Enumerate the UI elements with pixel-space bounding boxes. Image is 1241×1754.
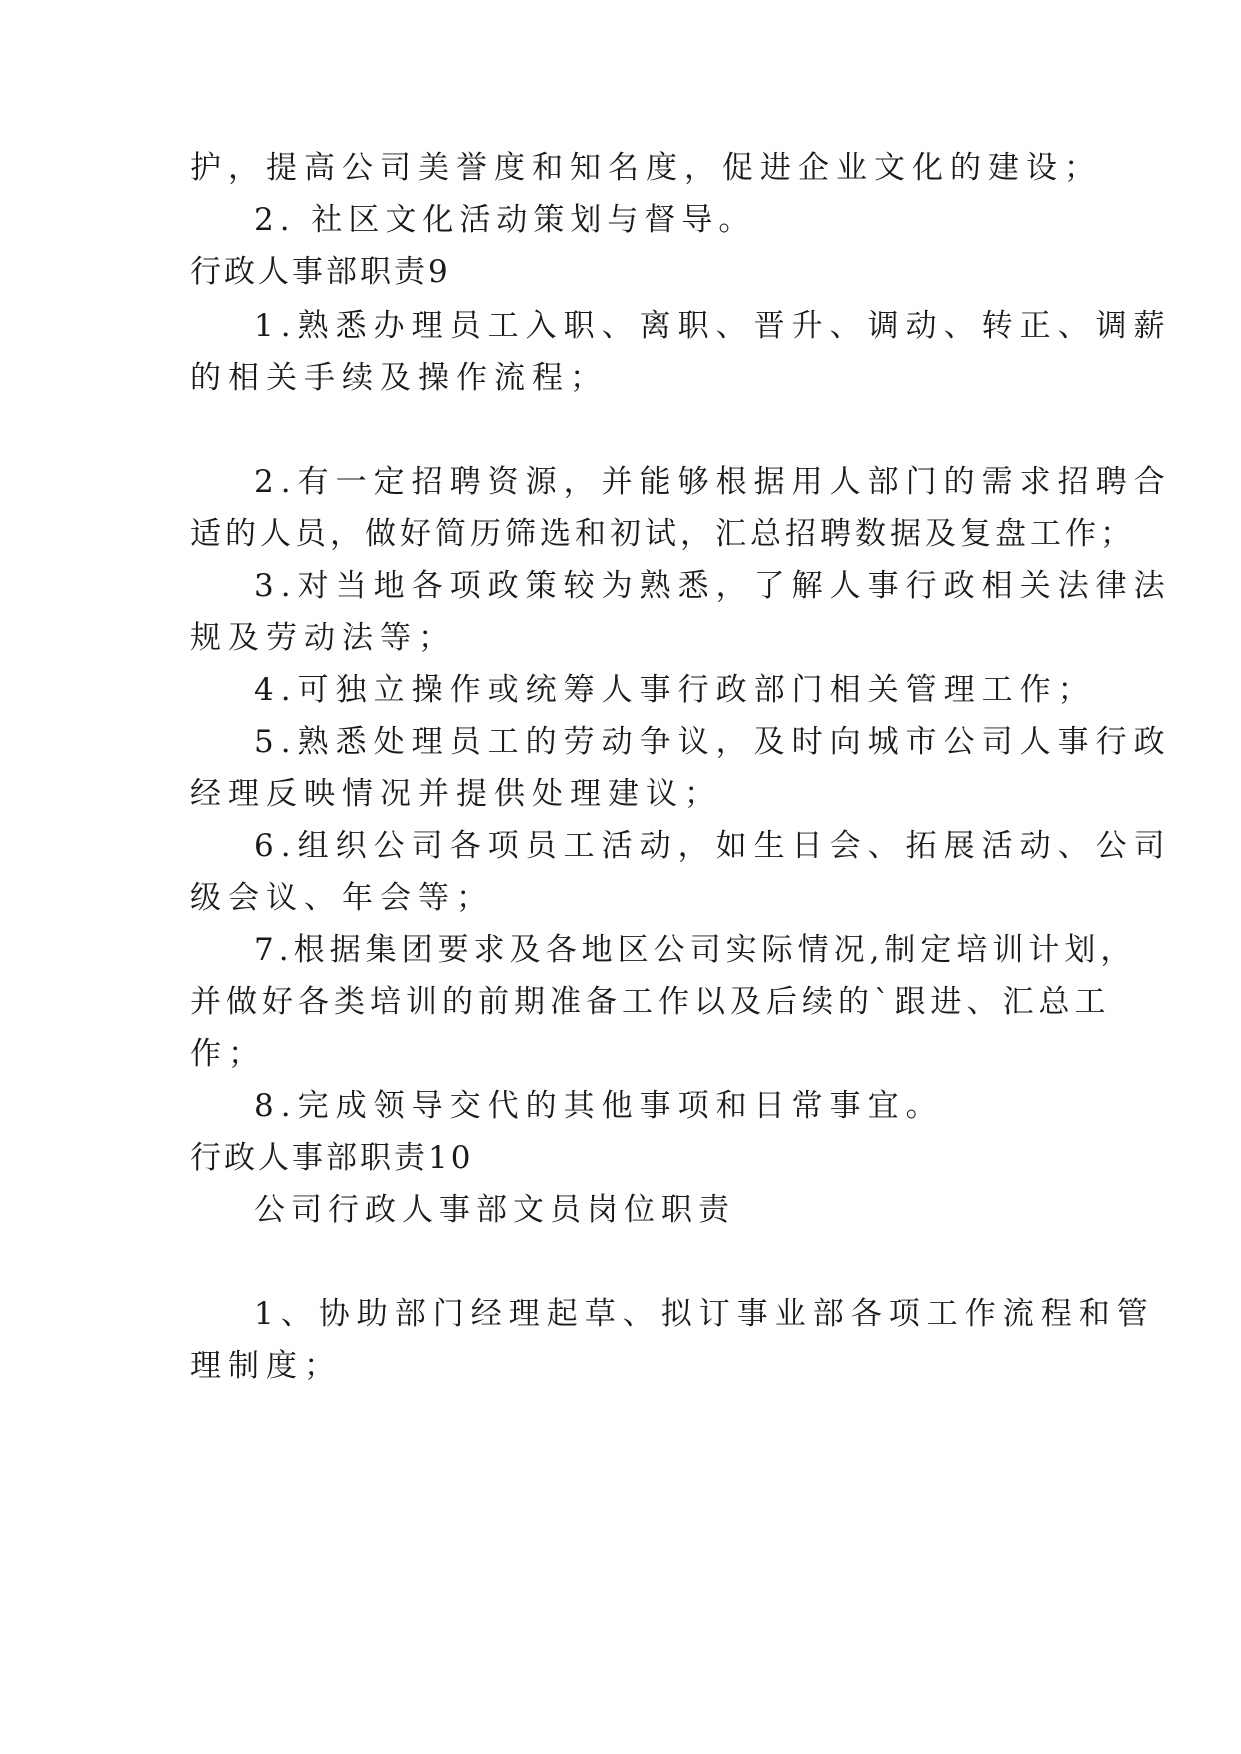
- subheading-line: 公司行政人事部文员岗位职责: [254, 1192, 735, 1228]
- list-item-line: 2. 社区文化活动策划与督导。: [254, 202, 756, 238]
- list-item-line: 1、协助部门经理起草、拟订事业部各项工作流程和管: [254, 1296, 1155, 1332]
- paragraph-line: 级会议、年会等；: [190, 880, 494, 916]
- section-heading-10: 行政人事部职责10: [190, 1140, 474, 1176]
- paragraph-line: 护，提高公司美誉度和知名度，促进企业文化的建设；: [190, 150, 1102, 186]
- list-item-line: 4.可独立操作或统筹人事行政部门相关管理工作；: [254, 672, 1096, 708]
- paragraph-line: 理制度；: [190, 1348, 342, 1384]
- list-item-line: 6.组织公司各项员工活动，如生日会、拓展活动、公司: [254, 828, 1172, 864]
- list-item-line: 8.完成领导交代的其他事项和日常事宜。: [254, 1088, 944, 1124]
- paragraph-line: 经理反映情况并提供处理建议；: [190, 776, 722, 812]
- list-item-line: 1.熟悉办理员工入职、离职、晋升、调动、转正、调薪: [254, 308, 1172, 344]
- paragraph-line: 适的人员，做好简历筛选和初试，汇总招聘数据及复盘工作；: [190, 516, 1135, 552]
- list-item-line: 5.熟悉处理员工的劳动争议，及时向城市公司人事行政: [254, 724, 1172, 760]
- list-item-line: 7.根据集团要求及各地区公司实际情况,制定培训计划，: [254, 932, 1137, 968]
- list-item-line: 2.有一定招聘资源，并能够根据用人部门的需求招聘合: [254, 464, 1172, 500]
- paragraph-line: 的相关手续及操作流程；: [190, 360, 608, 396]
- paragraph-line: 作；: [190, 1036, 266, 1072]
- paragraph-line: 并做好各类培训的前期准备工作以及后续的`跟进、汇总工: [190, 984, 1111, 1020]
- section-heading-9: 行政人事部职责9: [190, 254, 451, 290]
- list-item-line: 3.对当地各项政策较为熟悉，了解人事行政相关法律法: [254, 568, 1172, 604]
- paragraph-line: 规及劳动法等；: [190, 620, 456, 656]
